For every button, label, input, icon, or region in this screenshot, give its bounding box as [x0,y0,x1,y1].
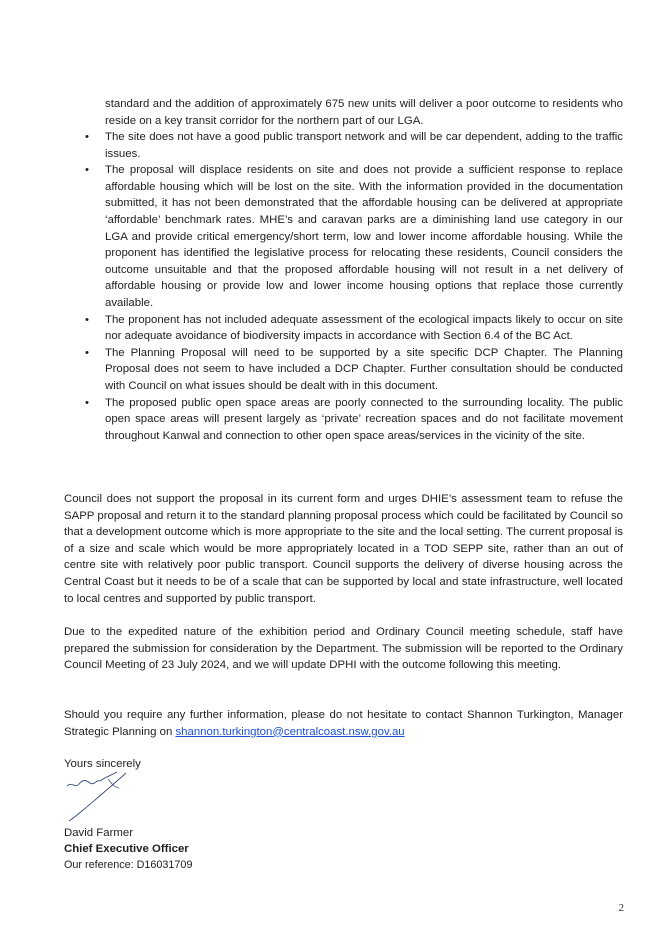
bullet-icon: • [85,164,89,177]
contact-text: Should you require any further information, please do not hesitate to contact Shannon Turkington, Manager Strategic Planning on [64,709,623,738]
bullet-text: The site does not have a good public transport network and will be car dependent, adding to the traffic issues. [105,131,623,160]
contact-email-link[interactable]: shannon.turkington@centralcoast.nsw.gov.au [175,725,405,738]
bullet-text: The proposed public open space areas are poorly connected to the surrounding locality. The public open space areas will present largely as ‘private’ recreation spaces and do not facilitate movement throughout Kanwal and connection to other open space areas/services in the vicinity of the site. [105,396,623,442]
body-paragraph: Due to the expedited nature of the exhibition period and Ordinary Council meeting schedule, staff have prepared the submission for consideration by the Department. The submission will be reported to the Ordinary Council Meeting of 23 July 2024, and we will update DPHI with the outcome following this meeting. [64,626,623,672]
bullet-text: The proponent has not included adequate assessment of the ecological impacts likely to occur on site nor adequate avoidance of biodiversity impacts in accordance with Section 6.4 of the BC Act. [105,313,623,343]
body-paragraph: Council does not support the proposal in its current form and urges DHIE’s assessment team to refuse the SAPP proposal and return it to the standard planning proposal process which could be facilitated by Council so that a development outcome which is more appropriate to the site and the local setting. The current proposal is of a size and scale which would be more appropriately located in a TOD SEPP site, rather than an out of centre site with relatively poor public transport. Council supports the delivery of diverse housing across the Central Coast but it needs to be of a scale that can be supported by local and state infrastructure, well located to local centres and supported by public transport. [64,493,623,605]
contact-paragraph [64,707,623,740]
bullet-icon: • [85,131,89,143]
list-item [82,312,623,345]
list-item [82,395,623,445]
bullet-icon: • [85,313,89,326]
signatory-title: Chief Executive Officer [64,843,189,855]
bullet-icon: • [85,346,89,359]
bullet-list [82,129,623,444]
closing-salutation: Yours sincerely [64,758,141,770]
reference-line: Our reference: D16031709 [64,859,193,871]
signatory-name: David Farmer [64,827,133,839]
continued-bullet-text: standard and the addition of approximately 675 new units will deliver a poor outcome to residents who reside on a key transit corridor for the northern part of our LGA. [105,98,623,127]
page-number: 2 [618,902,624,914]
signature-image [64,769,134,824]
bullet-text: The Planning Proposal will need to be supported by a site specific DCP Chapter. The Planning Proposal does not seem to have included a DCP Chapter. Further consultation should be conducted with Council on what issues should be dealt with in this document. [105,346,623,392]
list-item [82,162,623,311]
list-item [82,129,623,162]
bullet-icon: • [85,396,89,409]
list-item [82,345,623,395]
bullet-text: The proposal will displace residents on site and does not provide a sufficient response to replace affordable housing which will be lost on the site. With the information provided in the documentation submitted, it has not been demonstrated that the affordable housing can be delivered at appropriate ‘affordable’ benchmark rates. MHE’s and caravan parks are a diminishing land use category in our LGA and provide critical emergency/short term, low and lower income affordable housing. While the proponent has identified the legislative process for relocating these residents, Council considers the outcome unsuitable and that the proposed affordable housing will not result in a net delivery of affordable housing or provide low and lower income housing options that replace those currently available. [105,164,623,309]
